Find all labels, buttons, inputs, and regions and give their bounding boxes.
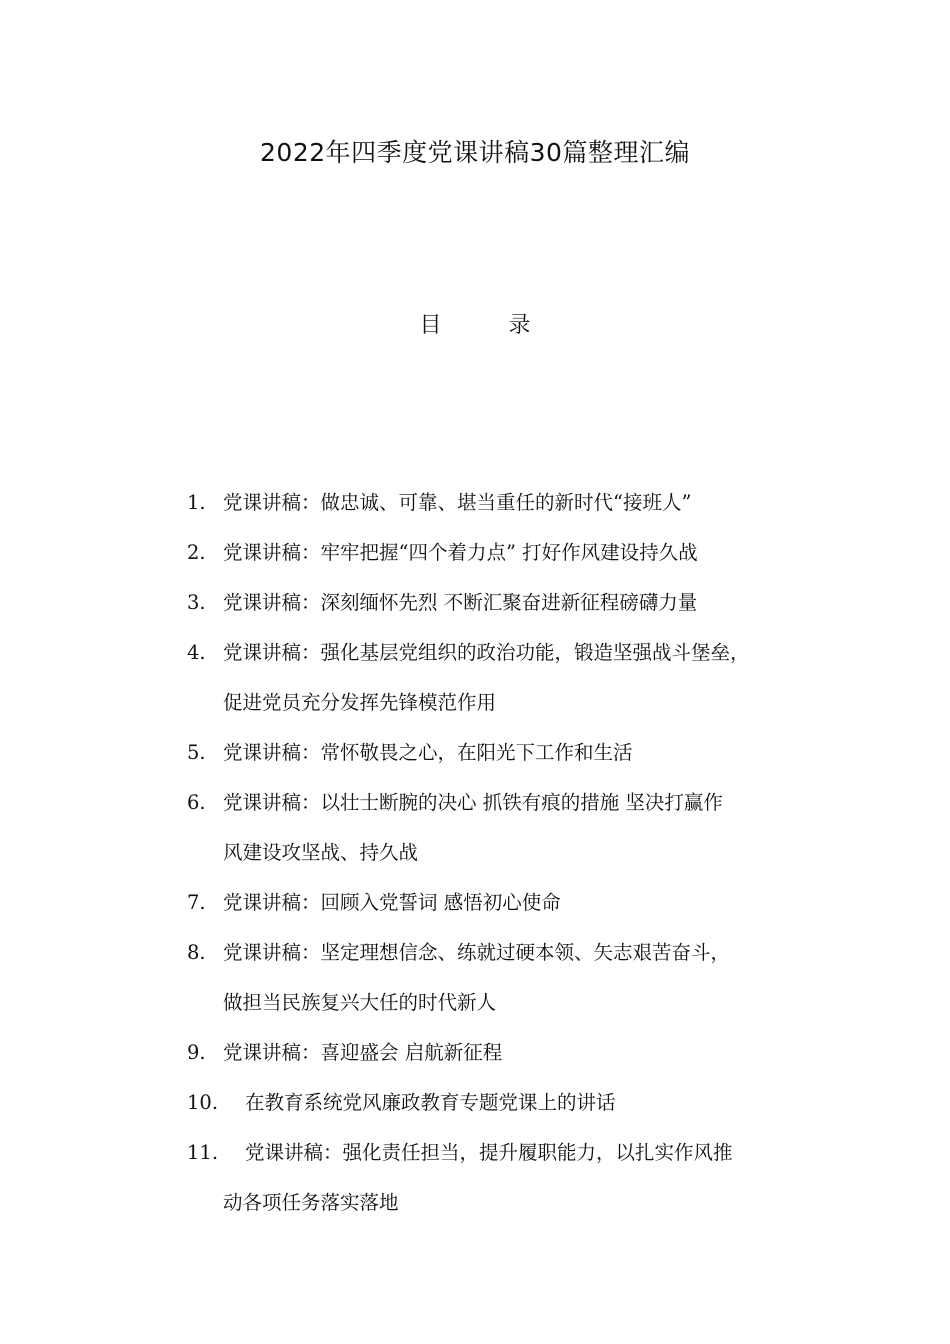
toc-item-title: 党课讲稿：回顾入党誓词 感悟初心使命 xyxy=(223,891,561,914)
toc-item-number: 5. xyxy=(187,741,206,764)
toc-item-title-continued: 动各项任务落实落地 xyxy=(223,1191,399,1214)
toc-item-title: 党课讲稿：深刻缅怀先烈 不断汇聚奋进新征程磅礴力量 xyxy=(223,591,698,614)
toc-item-number: 10. xyxy=(187,1091,219,1114)
toc-item-title: 党课讲稿：以壮士断腕的决心 抓铁有痕的措施 坚决打赢作 xyxy=(223,791,723,814)
toc-item-title-continued: 促进党员充分发挥先锋模范作用 xyxy=(223,691,497,714)
toc-item-title: 党课讲稿：喜迎盛会 启航新征程 xyxy=(223,1041,503,1064)
toc-item-title-continued: 风建设攻坚战、持久战 xyxy=(223,841,419,864)
toc-item-title: 党课讲稿：坚定理想信念、练就过硬本领、矢志艰苦奋斗， xyxy=(223,941,731,964)
toc-item-number: 3. xyxy=(187,591,206,614)
toc-item-3 xyxy=(187,578,827,628)
toc-item-title xyxy=(223,1128,827,1178)
toc-item-number: 11. xyxy=(187,1141,219,1164)
toc-item-9 xyxy=(187,1028,827,1078)
toc-item-6 xyxy=(187,778,827,878)
toc-item-title: 党课讲稿：常怀敬畏之心，在阳光下工作和生活 xyxy=(223,741,633,764)
toc-item-number: 8. xyxy=(187,941,206,964)
toc-list xyxy=(187,478,827,1228)
toc-item-title-text: 在教育系统党风廉政教育专题党课上的讲话 xyxy=(245,1091,616,1114)
toc-item-number: 6. xyxy=(187,791,206,814)
toc-item-number: 9. xyxy=(187,1041,206,1064)
toc-heading: 目 录 xyxy=(419,313,561,338)
toc-item-number: 1. xyxy=(187,491,206,514)
toc-item-5 xyxy=(187,728,827,778)
toc-item-2 xyxy=(187,528,827,578)
toc-item-number: 4. xyxy=(187,641,206,664)
document-title: 2022年四季度党课讲稿30篇整理汇编 xyxy=(260,138,690,167)
toc-item-title-continued: 做担当民族复兴大任的时代新人 xyxy=(223,991,497,1014)
toc-item-number: 2. xyxy=(187,541,206,564)
toc-item-4 xyxy=(187,628,827,728)
toc-item-10 xyxy=(187,1078,827,1128)
toc-item-title: 党课讲稿：做忠诚、可靠、堪当重任的新时代“接班人” xyxy=(223,491,692,514)
toc-item-11 xyxy=(187,1128,827,1228)
toc-item-title: 党课讲稿：牢牢把握“四个着力点” 打好作风建设持久战 xyxy=(223,541,698,564)
toc-item-7 xyxy=(187,878,827,928)
toc-item-title xyxy=(223,1078,827,1128)
toc-item-title-text: 党课讲稿：强化责任担当，提升履职能力，以扎实作风推 xyxy=(245,1141,733,1164)
toc-item-1 xyxy=(187,478,827,528)
toc-item-8 xyxy=(187,928,827,1028)
toc-item-number: 7. xyxy=(187,891,206,914)
toc-item-title: 党课讲稿：强化基层党组织的政治功能，锻造坚强战斗堡垒， xyxy=(223,641,750,664)
